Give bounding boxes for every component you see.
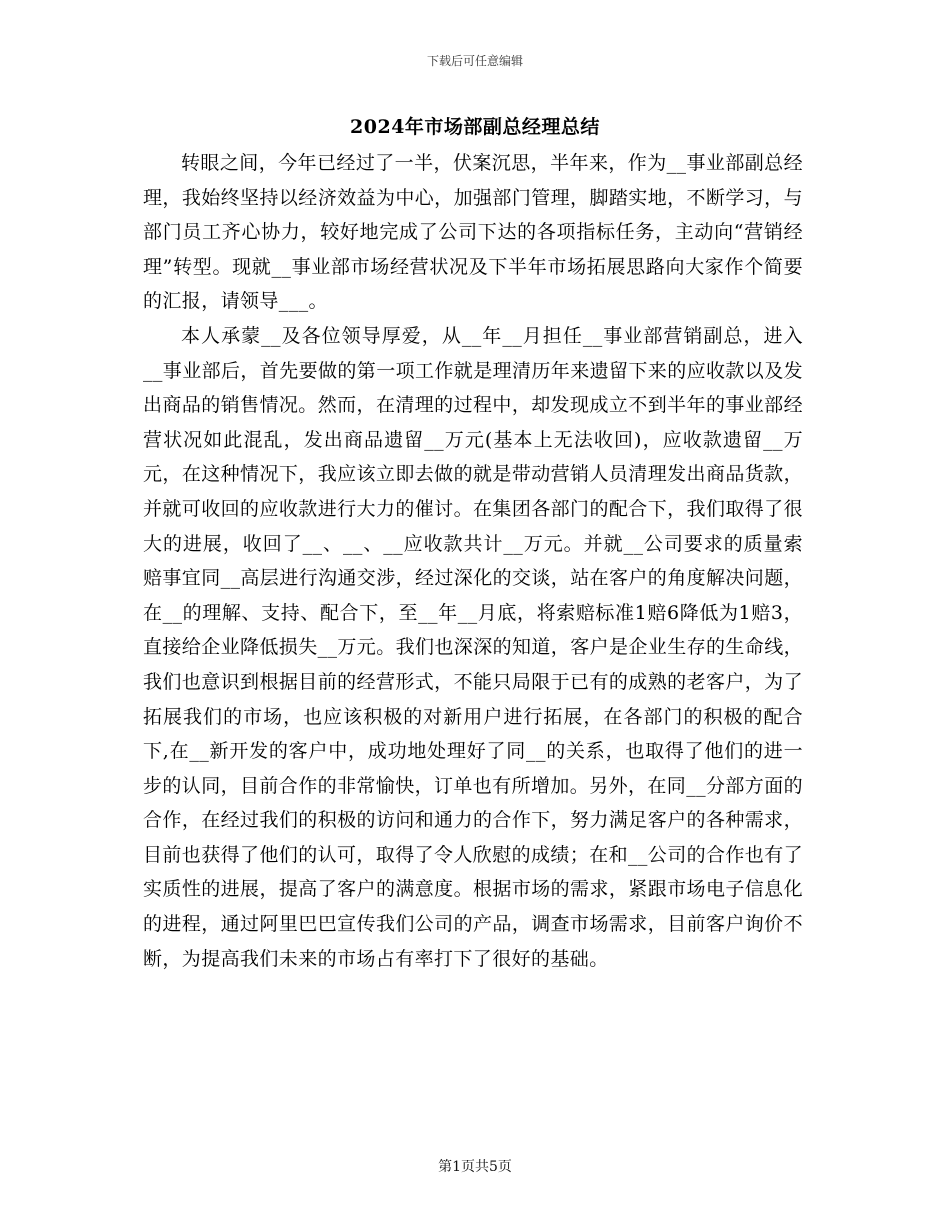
- paragraph-2: 本人承蒙__及各位领导厚爱，从__年__月担任__事业部营销副总，进入__事业部后，首先要做的第一项工作就是理清历年来遗留下来的应收款以及发出商品的销售情况。然而，在清理的过程中，却发现成立不到半年的事业部经营状况如此混乱，发出商品遗留__万元(基本上无法收回)，应收款遗留__万元，在这种情况下，我应该立即去做的就是带动营销人员清理发出商品货款，并就可收回的应收款进行大力的催讨。在集团各部门的配合下，我们取得了很大的进展，收回了__、__、__应收款共计__万元。并就__公司要求的质量索赔事宜同__高层进行沟通交涉，经过深化的交谈，站在客户的角度解决问题，在__的理解、支持、配合下，至__年__月底，将索赔标准1赔6降低为1赔3，直接给企业降低损失__万元。我们也深深的知道，客户是企业生存的生命线，我们也意识到根据目前的经营形式，不能只局限于已有的成熟的老客户，为了拓展我们的市场，也应该积极的对新用户进行拓展，在各部门的积极的配合下,在__新开发的客户中，成功地处理好了同__的关系，也取得了他们的进一步的认同，目前合作的非常愉快，订单也有所增加。另外，在同__分部方面的合作，在经过我们的积极的访问和通力的合作下，努力满足客户的各种需求，目前也获得了他们的认可，取得了令人欣慰的成绩；在和__公司的合作也有了实质性的进展，提高了客户的满意度。根据市场的需求，紧跟市场电子信息化的进程，通过阿里巴巴宣传我们公司的产品，调查市场需求，目前客户询价不断，为提高我们未来的市场占有率打下了很好的基础。: [143, 324, 804, 970]
- page-indicator: 第1页共5页: [438, 1159, 512, 1175]
- document-body: [143, 146, 803, 976]
- header-note: 下载后可任意编辑: [426, 54, 523, 68]
- document-title: 2024年市场部副总经理总结: [350, 116, 600, 138]
- paragraph-1: 转眼之间，今年已经过了一半，伏案沉思，半年来，作为__事业部副总经理，我始终坚持以经济效益为中心，加强部门管理，脚踏实地，不断学习，与部门员工齐心协力，较好地完成了公司下达的各项指标任务，主动向“营销经理”转型。现就__事业部市场经营状况及下半年市场拓展思路向大家作个简要的汇报，请领导___。: [143, 152, 803, 313]
